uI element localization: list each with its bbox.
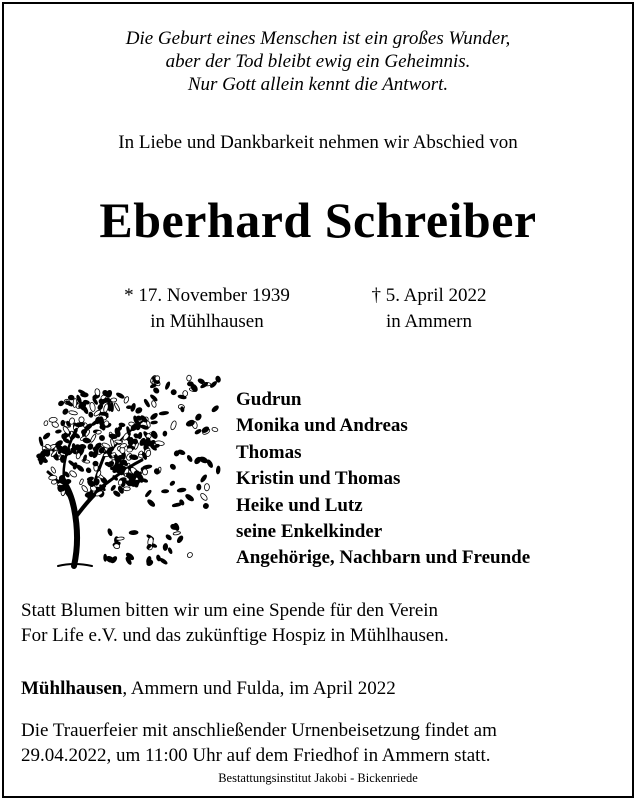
leaf [142, 469, 148, 475]
birth-place: in Mühlhausen [150, 311, 264, 332]
mourner-6: seine Enkelkinder [236, 521, 383, 543]
leaf [168, 547, 173, 554]
leaf [79, 478, 84, 485]
leaf [186, 455, 193, 463]
mourner-2: Monika und Andreas [236, 415, 408, 437]
leaf [99, 416, 104, 426]
death-date: † 5. April 2022 [371, 285, 487, 306]
leaf [185, 493, 195, 502]
leaf [63, 438, 71, 444]
leaf [154, 444, 160, 448]
mourner-7: Angehörige, Nachbarn und Freunde [236, 547, 531, 569]
leaf [38, 458, 46, 461]
leaf [107, 528, 113, 536]
mourner-3: Thomas [236, 441, 302, 463]
leaf [103, 403, 109, 413]
leaf [62, 408, 69, 415]
location-bold: Mühlhausen [21, 678, 123, 699]
ceremony-note [21, 718, 497, 768]
leaf [123, 487, 130, 491]
leaf [163, 431, 167, 436]
leaf [197, 484, 201, 490]
leaf [114, 402, 121, 411]
mourner-5: Heike und Lutz [236, 494, 363, 516]
donation-line-2: For Life e.V. und das zukünftige Hospiz in Mühlhausen. [21, 625, 449, 646]
leaf [68, 395, 74, 400]
mourner-4: Kristin und Thomas [236, 468, 401, 490]
leaf [88, 412, 93, 418]
tree-icon [34, 368, 224, 573]
leaf [85, 467, 92, 474]
leaf [60, 455, 66, 463]
leaf [43, 420, 48, 426]
leaf [211, 405, 220, 413]
leaf [176, 535, 184, 544]
leaf [116, 392, 125, 399]
ceremony-line-1: Die Trauerfeier mit anschließender Urnenbeisetzung findet am [21, 720, 497, 741]
ceremony-line-2: 29.04.2022, um 11:00 Uhr auf dem Friedhof in Ammern statt. [21, 745, 491, 766]
leaf [151, 421, 158, 424]
birth-date: * 17. November 1939 [124, 285, 290, 306]
leaf [165, 381, 171, 390]
leaf [194, 429, 201, 435]
quote [0, 27, 636, 96]
leaf [169, 480, 175, 486]
leaf [61, 420, 65, 426]
quote-line-3: Nur Gott allein kennt die Antwort. [187, 74, 449, 95]
leaf [135, 406, 143, 414]
leaf [147, 499, 156, 508]
leaf [42, 432, 51, 440]
leaf [172, 502, 182, 507]
leaf [73, 398, 77, 407]
birth-info [96, 283, 318, 335]
leaf [150, 430, 158, 439]
leaf [165, 534, 172, 541]
leaf [49, 475, 57, 480]
leaf [186, 375, 191, 381]
leaf [163, 543, 168, 550]
leaf [155, 376, 160, 381]
deceased-name: Eberhard Schreiber [99, 192, 537, 248]
leaf [51, 480, 57, 485]
leaf [38, 437, 43, 447]
leaf [177, 488, 186, 493]
death-place: in Ammern [385, 311, 473, 332]
leaf [93, 461, 99, 466]
leaf [81, 485, 89, 493]
leaf [194, 413, 202, 421]
leaf [143, 399, 150, 408]
leaf [138, 432, 143, 439]
intro-line: In Liebe und Dankbarkeit nehmen wir Abschied von [118, 132, 518, 153]
leaf [170, 420, 177, 430]
mourner-1: Gudrun [236, 389, 302, 410]
leaf [118, 455, 124, 459]
leaf [141, 442, 147, 446]
leaf [211, 427, 218, 432]
leaf [49, 417, 58, 423]
leaf [80, 392, 88, 397]
leaf [153, 387, 160, 394]
death-info [343, 283, 515, 335]
leaf [69, 470, 78, 479]
location-date [21, 676, 396, 701]
quote-line-1: Die Geburt eines Menschen ist ein großes Wunder, [125, 28, 511, 49]
quote-line-2: aber der Tod bleibt ewig ein Geheimnis. [165, 51, 471, 72]
leaf [187, 382, 193, 386]
leaf [159, 557, 168, 565]
undertaker: Bestattungsinstitut Jakobi - Bickenriede [218, 771, 418, 785]
leaf [111, 398, 117, 402]
leaf [216, 466, 220, 474]
donation-line-1: Statt Blumen bitten wir um eine Spende für den Verein [21, 600, 439, 621]
donation-note [21, 598, 449, 648]
leaf [204, 484, 209, 491]
leaf [83, 437, 91, 443]
leaf [135, 421, 140, 429]
leaf [150, 412, 159, 420]
leaf [142, 464, 152, 469]
leaf [206, 459, 214, 468]
leaf [171, 389, 177, 395]
leaf [90, 434, 97, 443]
leaf [199, 492, 208, 501]
leaf [169, 463, 176, 470]
leaf [183, 391, 188, 397]
leaf [202, 502, 209, 509]
leaf [129, 530, 138, 534]
leaf [186, 551, 193, 558]
leaf [161, 490, 168, 494]
leaf [127, 448, 133, 452]
leaf [145, 490, 152, 498]
leaf [98, 434, 105, 441]
mourners-list [236, 387, 530, 572]
leaf [110, 485, 116, 492]
leaf [200, 474, 208, 483]
leaf [58, 400, 65, 407]
location-rest: , Ammern und Fulda, im April 2022 [122, 678, 396, 699]
leaf [173, 531, 181, 535]
leaf [159, 411, 169, 415]
leaf [68, 410, 77, 415]
leaf [55, 429, 61, 433]
